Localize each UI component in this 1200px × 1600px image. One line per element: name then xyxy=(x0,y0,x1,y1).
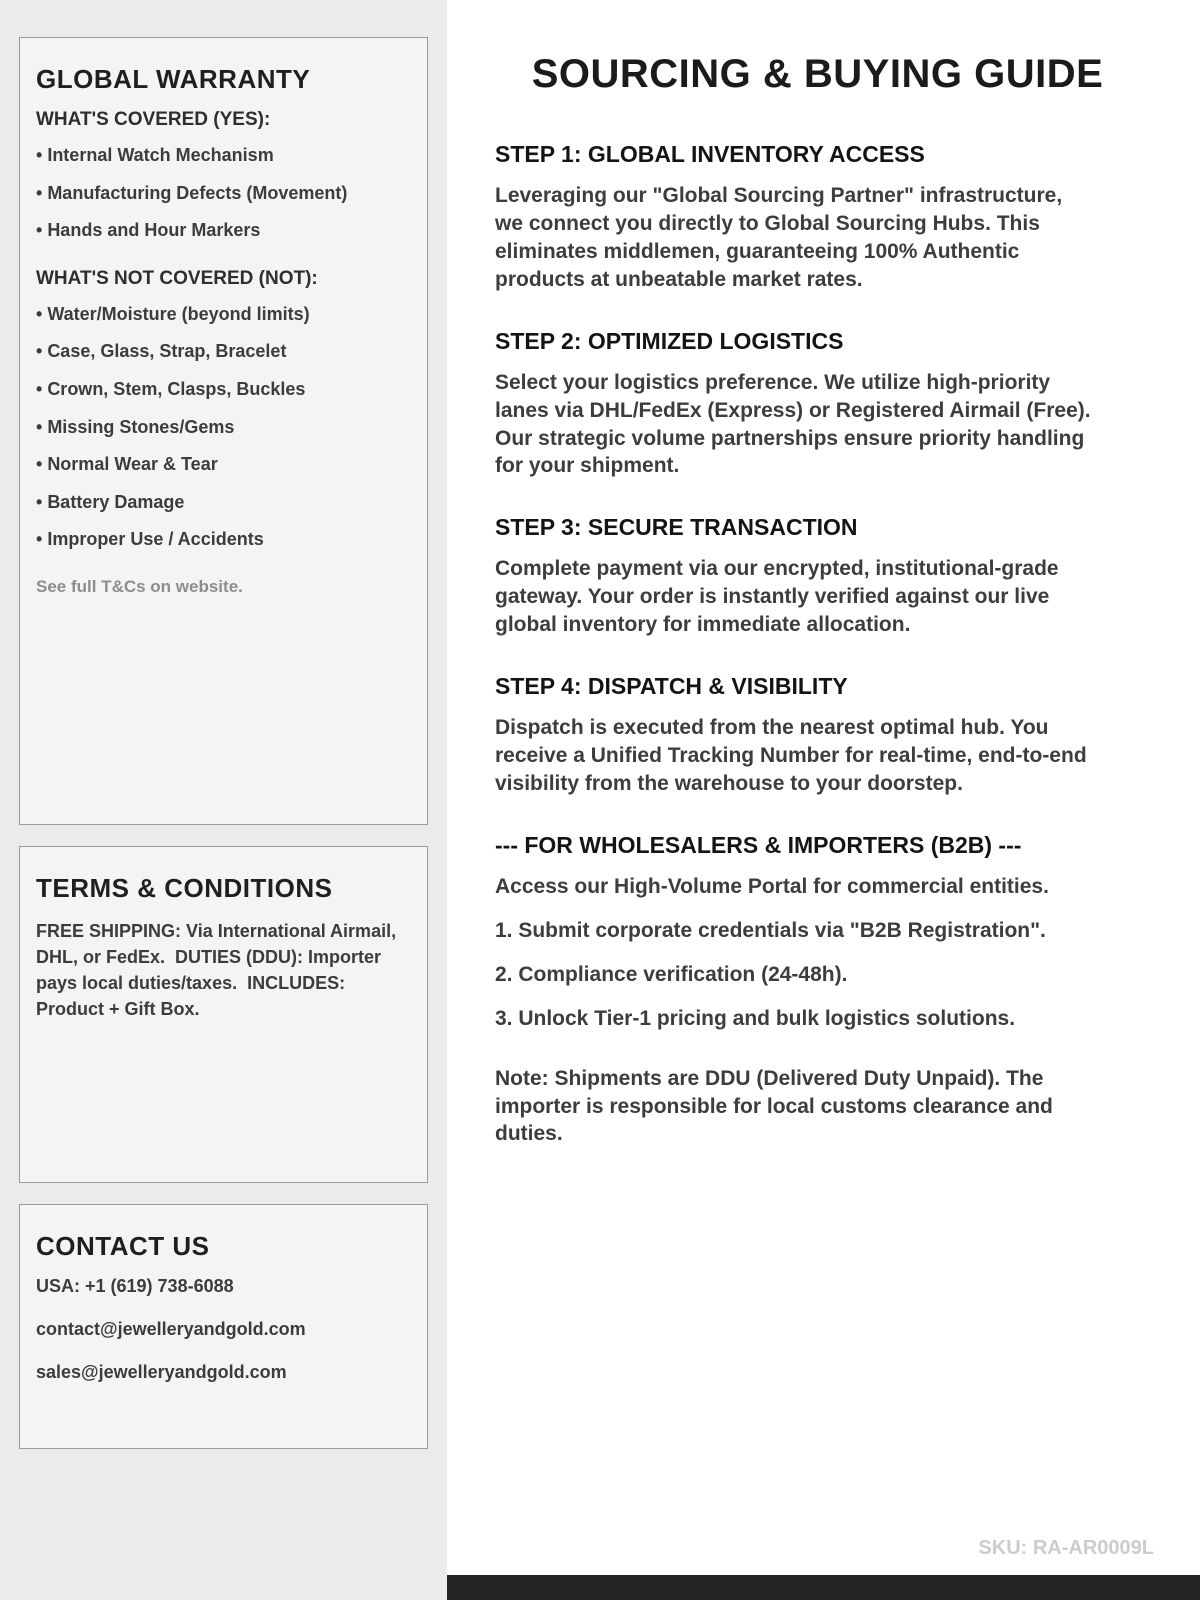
terms-title: TERMS & CONDITIONS xyxy=(36,873,333,903)
covered-item: • Hands and Hour Markers xyxy=(36,220,411,242)
step-3-body: Complete payment via our encrypted, institutional-grade gateway. Your order is instantly verified against our live global inventory for immediate allocation. xyxy=(495,557,1059,637)
b2b-step-2: 2. Compliance verification (24-48h). xyxy=(495,962,848,986)
b2b-step-3: 3. Unlock Tier-1 pricing and bulk logistics solutions. xyxy=(495,1006,1016,1030)
contact-title: CONTACT US xyxy=(36,1231,210,1261)
sidebar xyxy=(0,0,447,1600)
section-step-4 xyxy=(495,673,1140,798)
covered-heading: WHAT'S COVERED (YES): xyxy=(36,109,271,130)
not-covered-list xyxy=(36,304,411,551)
not-covered-heading: WHAT'S NOT COVERED (NOT): xyxy=(36,267,318,289)
terms-box xyxy=(19,846,428,1183)
step-1-heading: STEP 1: GLOBAL INVENTORY ACCESS xyxy=(495,141,925,167)
step-2-heading: STEP 2: OPTIMIZED LOGISTICS xyxy=(495,327,844,354)
step-3-heading: STEP 3: SECURE TRANSACTION xyxy=(495,514,858,541)
section-b2b xyxy=(495,832,1140,1148)
bottom-bar xyxy=(447,1575,1200,1600)
warranty-box xyxy=(19,37,428,825)
step-2-body: Select your logistics preference. We utilize high-priority lanes via DHL/FedEx (Express) or Registered Airmail (Free). Our strategic volume partnerships ensure priority handling for your shipment. xyxy=(495,370,1091,478)
not-covered-item: • Water/Moisture (beyond limits) xyxy=(36,304,411,326)
contact-box xyxy=(19,1204,428,1449)
section-step-1 xyxy=(495,141,1140,294)
not-covered-item: • Improper Use / Accidents xyxy=(36,529,411,551)
step-4-heading: STEP 4: DISPATCH & VISIBILITY xyxy=(495,673,848,700)
b2b-note: Note: Shipments are DDU (Delivered Duty Unpaid). The importer is responsible for local customs clearance and duties. xyxy=(495,1066,1053,1146)
b2b-step-1: 1. Submit corporate credentials via "B2B Registration". xyxy=(495,918,1046,942)
covered-item: • Manufacturing Defects (Movement) xyxy=(36,183,411,205)
section-step-2 xyxy=(495,328,1140,481)
not-covered-item: • Case, Glass, Strap, Bracelet xyxy=(36,341,411,363)
contact-email: contact@jewelleryandgold.com xyxy=(36,1319,306,1339)
sales-email: sales@jewelleryandgold.com xyxy=(36,1362,287,1382)
step-4-body: Dispatch is executed from the nearest optimal hub. You receive a Unified Tracking Number for real-time, end-to-end visibility from the warehouse to your doorstep. xyxy=(495,716,1087,795)
terms-body: FREE SHIPPING: Via International Airmail, DHL, or FedEx. DUTIES (DDU): Importer pays local duties/taxes. INCLUDES: Product + Gift Box. xyxy=(36,921,402,1020)
step-1-body: Leveraging our "Global Sourcing Partner" infrastructure, we connect you directly to Global Sourcing Hubs. This eliminates middlemen, guaranteeing 100% Authentic products at unbeatable market rates. xyxy=(495,184,1063,291)
warranty-footnote: See full T&Cs on website. xyxy=(36,576,243,596)
section-step-3 xyxy=(495,514,1140,639)
page-title: SOURCING & BUYING GUIDE xyxy=(531,52,1104,96)
not-covered-item: • Missing Stones/Gems xyxy=(36,417,411,439)
not-covered-item: • Normal Wear & Tear xyxy=(36,454,411,476)
not-covered-item: • Battery Damage xyxy=(36,492,411,514)
warranty-title: GLOBAL WARRANTY xyxy=(36,64,311,94)
contact-phone: USA: +1 (619) 738-6088 xyxy=(36,1276,234,1296)
b2b-intro: Access our High-Volume Portal for commercial entities. xyxy=(495,874,1049,898)
covered-item: • Internal Watch Mechanism xyxy=(36,145,411,167)
b2b-heading: --- FOR WHOLESALERS & IMPORTERS (B2B) --- xyxy=(495,831,1022,858)
sku-label: SKU: RA-AR0009L xyxy=(978,1537,1154,1559)
not-covered-item: • Crown, Stem, Clasps, Buckles xyxy=(36,379,411,401)
covered-list xyxy=(36,145,411,242)
main-content xyxy=(447,0,1200,1600)
